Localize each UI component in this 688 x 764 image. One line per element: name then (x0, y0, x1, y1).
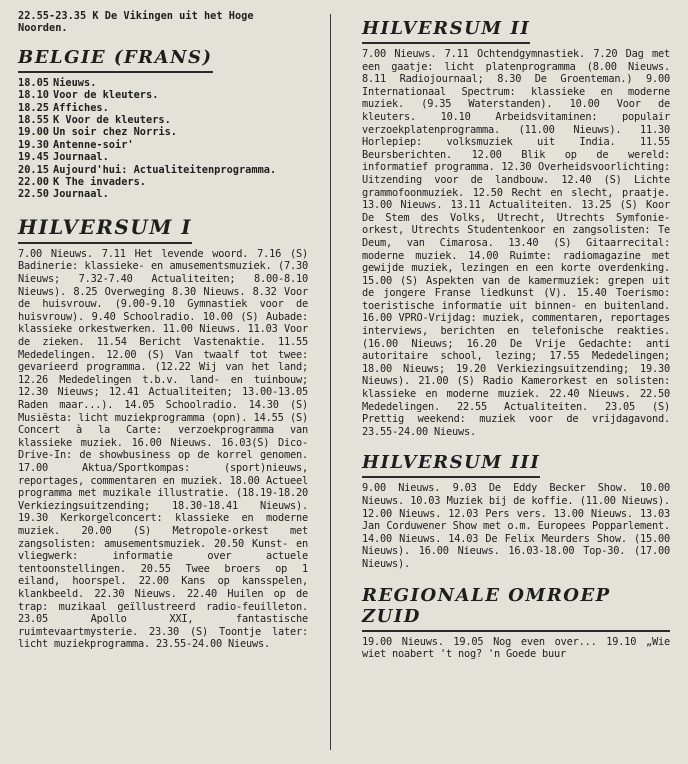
hilversum3-heading: HILVERSUM III (362, 452, 540, 478)
hilversum2-program: 7.00 Nieuws. 7.11 Ochtendgymnastiek. 7.20 Dag met een gaatje: licht platenprogramma (8.00 Nieuws. 8.11 Radiojournaal; 8.30 De Groenteman.) 9.00 Internationaal Spectrum: klassieke en moderne muziek. (9.35 Waterstanden). 10.00 Voor de kleuters. 10.10 Arbeidsvitaminen: populair verzoekplatenprogramma. (11.00 Nieuws). 11.30 Horlepiep: volksmuziek uit India. 11.55 Beursberichten. 12.00 Blik op de wereld: informatief programma. 12.30 Overheidsvoorlichting: Uitzending voor de landbouw. 12.40 (S) Lichte grammofoonmuziek. 12.50 Recht en slecht, praatje. 13.00 Nieuws. 13.11 Actualiteiten. 13.25 (S) Koor De Stem des Volks, Utrecht, Utrechts Symfonie-orkest, Utrechts Studentenkoor en zangsolisten: Te Deum, van Cimarosa. 13.40 (S) Gitaarrecital: moderne muziek. 14.00 Ruimte: radiomagazine met gewijde muziek, lezingen en een korte overdenking. 15.00 (S) Aspekten van de kamermuziek: grepen uit de jongere Franse liedkunst (V). 15.40 Toerismo: toeristische informatie uit binnen- en buitenland. 16.00 VPRO-Vrijdag: muziek, commentaren, reportages interviews, berichten en telefonische reakties. (16.00 Nieuws; 16.20 De Vrije Gedachte: anti autoritaire school, lezing; 17.55 Mededelingen; 18.00 Nieuws; 19.20 Verkiezingsuitzending; 19.30 Nieuws). 21.00 (S) Radio Kamerorkest en solisten: klassieke en moderne muziek. 22.40 Nieuws. 22.50 Mededelingen. 22.55 Actualiteiten. 23.05 (S) Prettig weekend: muziek voor de vrijdagavond. 23.55-24.00 Nieuws. (362, 48, 670, 438)
hilversum3-program: 9.00 Nieuws. 9.03 De Eddy Becker Show. 10.00 Nieuws. 10.03 Muziek bij de koffie. (11.00 Nieuws). 12.00 Nieuws. 12.03 Pers vers. 13.00 Nieuws. 13.03 Jan Corduwener Show met o.m. Europees Popparlement. 14.00 Nieuws. 14.03 De Felix Meurders Show. (15.00 Nieuws). 16.00 Nieuws. 16.03-18.00 Top-30. (17.00 Nieuws). (362, 482, 670, 570)
hilversum1-heading: HILVERSUM I (18, 215, 192, 244)
schedule-item: 18.55 K Voor de kleuters. (18, 114, 171, 127)
belgie-heading: BELGIE (FRANS) (18, 47, 213, 73)
schedule-item: 20.15 Aujourd'hui: Actualiteitenprogramma. (18, 163, 277, 176)
schedule-item: 18.05 Nieuws. (18, 76, 97, 89)
schedule-item: 18.10 Voor de kleuters. (18, 89, 159, 102)
schedule-item: 18.25 Affiches. (18, 101, 109, 114)
schedule-item: 22.00 K The invaders. (18, 176, 146, 189)
hilversum2-heading: HILVERSUM II (362, 18, 530, 44)
left-column (18, 10, 308, 657)
schedule-item: 19.45 Journaal. (18, 151, 109, 164)
regionale-heading: REGIONALE OMROEP ZUID (362, 585, 670, 632)
schedule-item: 22.50 Journaal. (18, 188, 109, 201)
column-divider (330, 14, 331, 750)
hilversum1-program: 7.00 Nieuws. 7.11 Het levende woord. 7.16 (S) Badinerie: klassieke- en amusementsmuziek. (7.30 Nieuws; 7.32-7.40 Actualiteiten; 8.00-8.10 Nieuws). 8.25 Overweging 8.30 Nieuws. 8.32 Voor de huisvrouw. (9.00-9.10 Gymnastiek voor de huisvrouw). 9.40 Schoolradio. 10.00 (S) Aubade: klassieke orkestwerken. 11.00 Nieuws. 11.03 Voor de zieken. 11.54 Bericht Vastenaktie. 11.55 Mededelingen. 12.00 (S) Van twaalf tot twee: gevarieerd programma. (12.22 Wij van het land; 12.26 Mededelingen t.b.v. land- en tuinbouw; 12.30 Nieuws; 12.41 Actualiteiten; 13.00-13.05 Raden maar...). 14.05 Schoolradio. 14.30 (S) Musiësta: licht muziekprogramma (opn). 14.55 (S) Concert à la Carte: verzoekprogramma van klassieke muziek. 16.00 Nieuws. 16.03(S) Dico-Drive-In: de showbusiness op de korrel genomen. 17.00 Aktua/Sportkompas: (sport)nieuws, reportages, commentaren en muziek. 18.00 Actueel programma met muzikale illustratie. (18.19-18.20 Verkiezingsuitzending; 18.30-18.41 Nieuws). 19.30 Kerkorgelconcert: klassieke en moderne muziek. 20.00 (S) Metropole-orkest met zangsolisten: amusementsmuziek. 20.50 Kunst- en vliegwerk: informatie over actuele tentoonstellingen. 20.55 Twee broers op 1 eiland, hoorspel. 22.00 Kans op kansspelen, klankbeeld. 22.30 Nieuws. 22.40 Huilen op de trap: muzikaal geïllustreerd radio-feuilleton. 23.05 Apollo XXI, fantastische ruimtevaartmysterie. 23.30 (S) Toontje later: licht muziekprogramma. 23.55-24.00 Nieuws. (18, 247, 308, 651)
belgie-schedule (18, 77, 308, 201)
schedule-item: 19.30 Antenne-soir' (18, 138, 134, 151)
regionale-program: 19.00 Nieuws. 19.05 Nog even over... 19.10 „Wie wiet noabert 't nog? 'n Goede buur (362, 635, 670, 661)
top-entry: 22.55-23.35 K De Vikingen uit het Hoge Noorden. (18, 10, 254, 35)
right-column (362, 10, 670, 667)
schedule-item: 19.00 Un soir chez Norris. (18, 126, 177, 139)
